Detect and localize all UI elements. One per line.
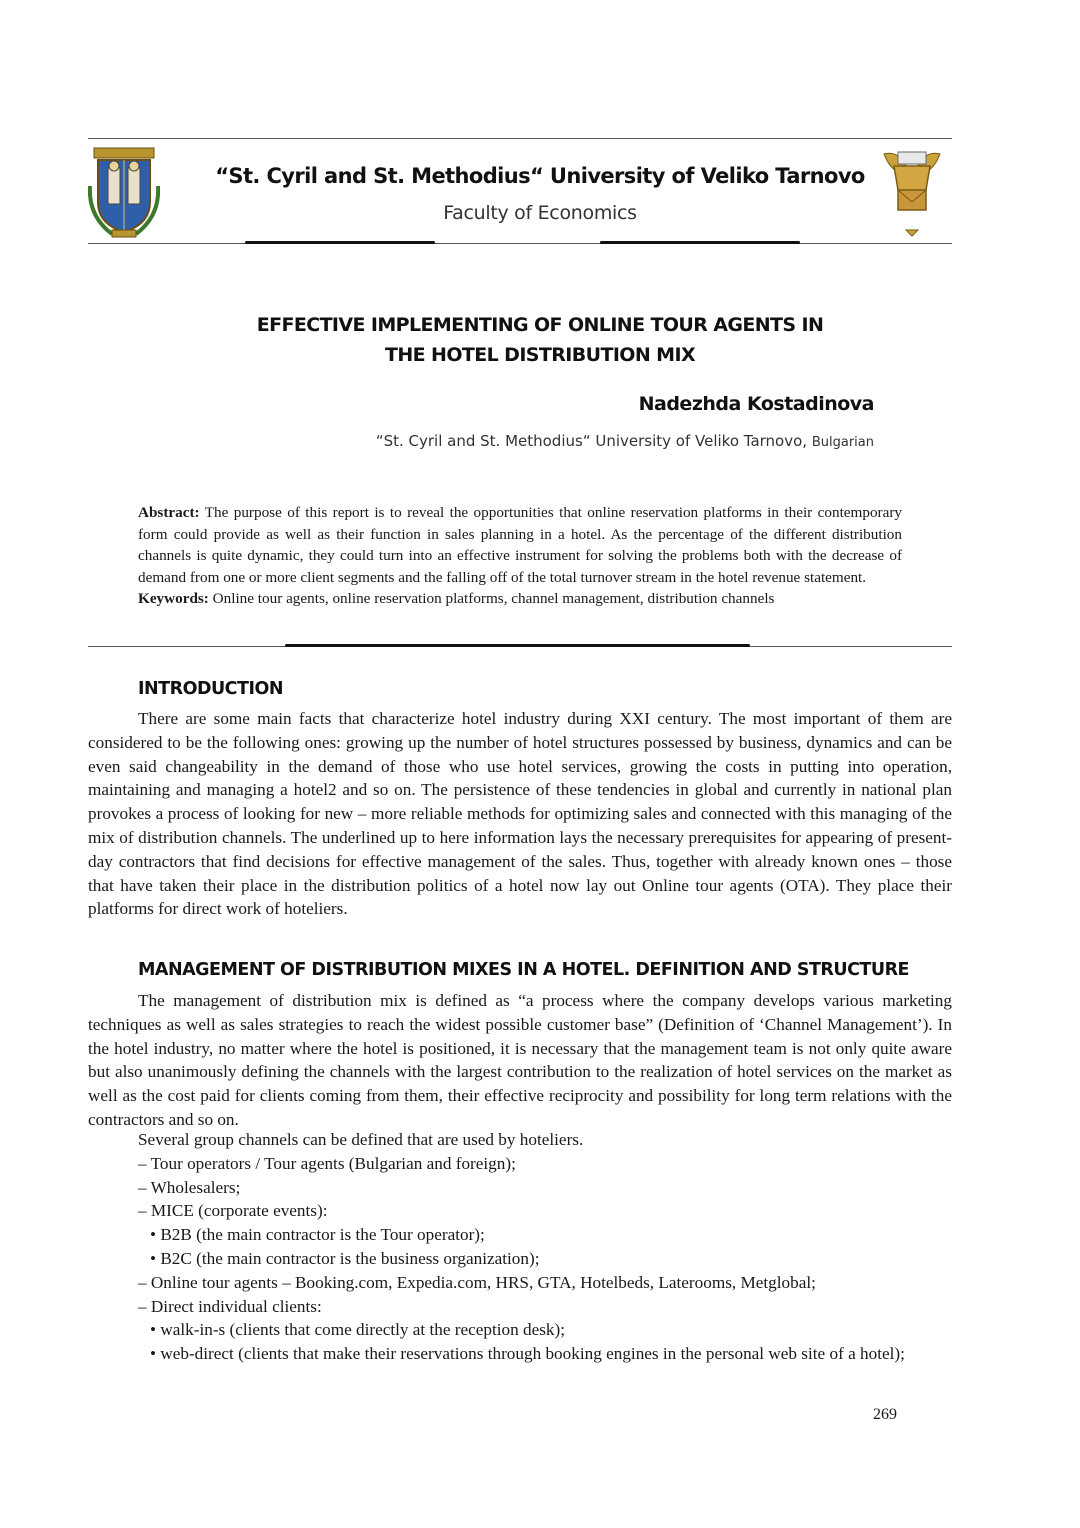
keywords-paragraph xyxy=(138,588,902,610)
introduction-paragraph: There are some main facts that characterize hotel industry during XXI century. The most important of them are considered to be the following ones: growing up the number of hotel structures possessed by business, dynamics and can be even said changeability in the demand of those who use hotel services, growing the costs in putting into operation, maintaining and managing a hotel2 and so on. The persistence of these tendencies in global and currently in national plan provokes a process of looking for new – more reliable methods for optimizing sales and connected with this managing of the mix of distribution channels. The underlined up to here information lays the necessary prerequisites for appearing of present-day contractors that find decisions for effective management of the sales. Thus, together with already known ones – those that have taken their place in the distribution politics of a hotel now lay out Online tour agents (OTA). They place their platforms for direct work of hoteliers. xyxy=(88,709,952,919)
list-item: – Tour operators / Tour agents (Bulgarian and foreign); xyxy=(138,1153,516,1173)
faculty-name: Faculty of Economics xyxy=(443,202,637,224)
list-item: – MICE (corporate events): xyxy=(138,1201,328,1221)
introduction-body xyxy=(88,707,952,921)
abstract-block xyxy=(138,502,902,610)
channel-list xyxy=(138,1128,952,1366)
header-accent-left xyxy=(245,241,435,244)
header-accent-right xyxy=(600,241,800,244)
list-subitem: • B2B (the main contractor is the Tour operator); xyxy=(150,1225,485,1245)
paper-title xyxy=(140,310,940,370)
header-bottom-rule xyxy=(88,243,952,244)
management-paragraph: The management of distribution mix is defined as “a process where the company develops various marketing techniques as well as sales strategies to reach the widest possible customer base” (Definition of ‘Channel Management’). In the hotel industry, no matter where the hotel is positioned, it is necessary that the management team is not only quite aware but also unanimously defining the channels with the largest contribution to the realization of hotel services on the market as well as the cost paid for clients coming from them, their effective reciprocity and possibility for long term relations with the contractors and so on. xyxy=(88,991,952,1129)
list-item: – Direct individual clients: xyxy=(138,1296,322,1316)
list-item: – Online tour agents – Booking.com, Expedia.com, HRS, GTA, Hotelbeds, Laterooms, Metglobal; xyxy=(138,1272,816,1292)
abstract-accent xyxy=(285,644,750,647)
list-subitem: • web-direct (clients that make their reservations through booking engines in the personal web site of a hotel); xyxy=(150,1344,905,1364)
author-affiliation xyxy=(376,432,874,450)
abstract-label: Abstract: xyxy=(138,504,200,521)
keywords-text: Online tour agents, online reservation platforms, channel management, distribution channels xyxy=(212,590,775,607)
header-top-rule xyxy=(88,138,952,139)
faculty-emblem-logo xyxy=(880,146,944,242)
university-name: “St. Cyril and St. Methodius“ University of Veliko Tarnovo xyxy=(215,164,865,188)
list-item: – Wholesalers; xyxy=(138,1177,241,1197)
abstract-paragraph xyxy=(138,502,902,588)
abstract-text: The purpose of this report is to reveal the opportunities that online reservation platforms in their contemporary form could provide as well as their function in sales planning in a hotel. As the percentage of the different distribution channels is quite dynamic, they could turn into an effective instrument for solving the problems both with the decrease of demand from one or more client segments and the falling off of the total turnover stream in the hotel revenue statement. xyxy=(138,504,902,586)
list-subitem: • B2C (the main contractor is the business organization); xyxy=(150,1248,540,1268)
affiliation-country: Bulgarian xyxy=(811,435,874,450)
author-name: Nadezhda Kostadinova xyxy=(638,393,874,415)
management-body xyxy=(88,989,952,1132)
university-crest-logo xyxy=(88,146,160,240)
keywords-label: Keywords: xyxy=(138,590,209,607)
list-subitem: • walk-in-s (clients that come directly at the reception desk); xyxy=(150,1320,566,1340)
section-heading-introduction: INTRODUCTION xyxy=(138,679,283,699)
page-number: 269 xyxy=(873,1406,897,1423)
affiliation-institution: “St. Cyril and St. Methodius“ University of Veliko Tarnovo, xyxy=(375,432,808,450)
list-intro: Several group channels can be defined that are used by hoteliers. xyxy=(138,1130,584,1149)
paper-title-line-2: THE HOTEL DISTRIBUTION MIX xyxy=(385,344,695,366)
paper-title-line-1: EFFECTIVE IMPLEMENTING OF ONLINE TOUR AGENTS IN xyxy=(256,314,824,336)
section-heading-management: MANAGEMENT OF DISTRIBUTION MIXES IN A HOTEL. DEFINITION AND STRUCTURE xyxy=(138,960,909,980)
